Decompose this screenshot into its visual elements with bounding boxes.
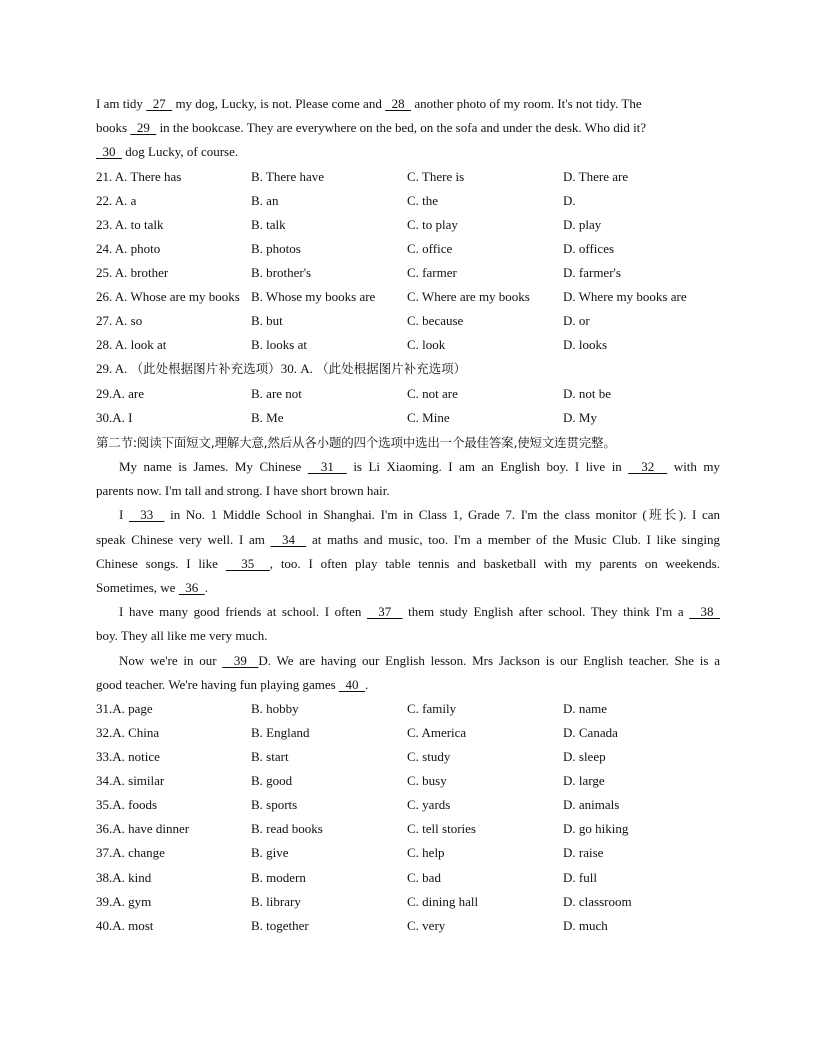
blank-29: 29 xyxy=(130,120,157,136)
option-a[interactable]: 30.A. I xyxy=(96,409,133,425)
text: , too. I often play table tennis and basketball with my parents on weekends. xyxy=(269,555,720,571)
option-c[interactable]: C. to play xyxy=(407,216,458,232)
option-b[interactable]: B. There have xyxy=(251,168,325,184)
option-b[interactable]: B. library xyxy=(251,893,301,909)
passage-line xyxy=(96,503,720,527)
option-c[interactable]: C. family xyxy=(407,700,457,716)
passage-line xyxy=(96,116,720,140)
question-row xyxy=(96,697,720,721)
blank-33: 33 xyxy=(128,507,165,523)
option-a[interactable]: 24. A. photo xyxy=(96,240,161,256)
blank-30: 30 xyxy=(96,144,122,160)
option-a[interactable]: 23. A. to talk xyxy=(96,216,164,232)
option-c[interactable]: C. not are xyxy=(407,385,458,401)
option-d[interactable]: D. play xyxy=(563,216,602,232)
option-b[interactable]: B. modern xyxy=(251,869,306,885)
option-c[interactable]: C. farmer xyxy=(407,264,457,280)
blank-40: 40 xyxy=(338,676,365,692)
blank-28: 28 xyxy=(385,96,412,111)
option-a[interactable]: 29.A. are xyxy=(96,385,145,401)
option-b[interactable]: B. talk xyxy=(251,216,286,232)
blank-39: 39 xyxy=(222,652,259,668)
option-c[interactable]: C. There is xyxy=(407,168,465,184)
option-b[interactable]: B. good xyxy=(251,773,293,789)
option-b[interactable]: B. hobby xyxy=(251,700,299,716)
text: （此处根据图片补充选项） xyxy=(316,361,467,377)
text: . xyxy=(364,676,369,692)
text: in No. 1 Middle School in Shanghai. I'm in Class 1, Grade 7. I'm the class monitor ( xyxy=(164,507,647,523)
question-row xyxy=(96,793,720,817)
option-a[interactable]: 40.A. most xyxy=(96,917,154,933)
option-a[interactable]: 35.A. foods xyxy=(96,797,158,813)
text: my dog, Lucky, is not. Please come and xyxy=(172,96,386,111)
passage-1 xyxy=(96,92,720,165)
passage-line xyxy=(96,600,720,624)
passage-line xyxy=(96,528,720,552)
option-d[interactable]: D. Where my books are xyxy=(563,289,687,305)
option-a[interactable]: 28. A. look at xyxy=(96,337,167,353)
blank-32: 32 xyxy=(628,459,668,474)
question-row xyxy=(96,914,720,938)
text: dog Lucky, of course. xyxy=(122,144,239,160)
option-a[interactable]: 37.A. change xyxy=(96,845,165,861)
text: another photo of my room. It's not tidy. The xyxy=(411,96,642,111)
passage-line xyxy=(96,649,720,673)
option-c[interactable]: C. dining hall xyxy=(407,893,479,909)
option-d[interactable]: D. not be xyxy=(563,385,612,401)
question-row xyxy=(96,745,720,769)
option-a[interactable]: 36.A. have dinner xyxy=(96,821,190,837)
question-list-31-40 xyxy=(96,697,720,938)
option-b[interactable]: B. Whose my books are xyxy=(251,289,376,305)
option-a[interactable]: 38.A. kind xyxy=(96,869,152,885)
text: Now we're in our xyxy=(119,652,223,668)
option-d[interactable]: D. My xyxy=(563,409,597,425)
question-row xyxy=(96,890,720,914)
option-b[interactable]: B. brother's xyxy=(251,264,312,280)
option-a[interactable]: 22. A. a xyxy=(96,192,137,208)
option-c[interactable]: C. help xyxy=(407,845,445,861)
option-a[interactable]: 26. A. Whose are my books xyxy=(96,289,240,305)
option-a[interactable]: 31.A. page xyxy=(96,700,153,716)
option-b[interactable]: B. England xyxy=(251,724,310,740)
blank-35: 35 xyxy=(225,555,270,571)
option-a[interactable]: 25. A. brother xyxy=(96,264,169,280)
option-c[interactable]: C. look xyxy=(407,337,446,353)
option-b[interactable]: B. but xyxy=(251,313,283,329)
option-b[interactable]: B. an xyxy=(251,192,279,208)
option-a[interactable]: 21. A. There has xyxy=(96,168,182,184)
text: Chinese songs. I like xyxy=(96,555,226,571)
option-d[interactable]: D. large xyxy=(563,773,605,789)
question-row xyxy=(96,817,720,841)
exam-page xyxy=(96,92,720,938)
question-row xyxy=(96,406,720,430)
blank-34: 34 xyxy=(270,531,307,547)
blank-27: 27 xyxy=(146,96,173,111)
question-row xyxy=(96,769,720,793)
option-b[interactable]: B. read books xyxy=(251,821,323,837)
text: good teacher. We're having fun playing games xyxy=(96,676,339,692)
text: is Li Xiaoming. I am an English boy. I live in xyxy=(346,459,629,474)
question-row xyxy=(96,382,720,406)
option-d[interactable]: D. much xyxy=(563,917,608,933)
text: speak Chinese very well. I am xyxy=(96,531,271,547)
passage-line: parents now. I'm tall and strong. I have short brown hair. xyxy=(96,483,390,499)
option-c[interactable]: C. America xyxy=(407,724,467,740)
option-d[interactable]: D. xyxy=(563,192,576,208)
option-b[interactable]: B. together xyxy=(251,917,309,933)
option-b[interactable]: B. start xyxy=(251,749,289,765)
option-a[interactable]: 34.A. similar xyxy=(96,773,165,789)
option-c[interactable]: C. the xyxy=(407,192,439,208)
option-b[interactable]: B. photos xyxy=(251,240,301,256)
text: them study English after school. They think I'm a xyxy=(402,604,690,620)
question-row xyxy=(96,165,720,189)
question-list-21-28 xyxy=(96,165,720,358)
question-row xyxy=(96,309,720,333)
note-29-30 xyxy=(96,357,720,382)
passage-line xyxy=(96,455,720,479)
text: at maths and music, too. I'm a member of the Music Club. I like singing xyxy=(306,531,720,547)
question-row xyxy=(96,213,720,237)
option-d[interactable]: D. classroom xyxy=(563,893,632,909)
section-2-title: 第二节:阅读下面短文,理解大意,然后从各小题的四个选项中选出一个最佳答案,使短文连贯完整。 xyxy=(96,435,616,450)
passage-2 xyxy=(96,455,720,697)
text: Sometimes, we xyxy=(96,579,179,595)
question-row xyxy=(96,261,720,285)
blank-37: 37 xyxy=(367,604,403,620)
option-d[interactable]: D. or xyxy=(563,313,590,329)
option-d[interactable]: D. offices xyxy=(563,240,615,256)
text: I have many good friends at school. I often xyxy=(119,604,367,620)
text: （此处根据图片补充选项） xyxy=(130,361,281,377)
option-b[interactable]: B. sports xyxy=(251,797,298,813)
option-c[interactable]: C. bad xyxy=(407,869,441,885)
option-d[interactable]: D. sleep xyxy=(563,749,606,765)
option-c[interactable]: C. yards xyxy=(407,797,451,813)
question-row xyxy=(96,866,720,890)
text: My name is James. My Chinese xyxy=(119,459,308,474)
option-b[interactable]: B. Me xyxy=(251,409,284,425)
option-d[interactable]: D. looks xyxy=(563,337,608,353)
text: 29. A. xyxy=(96,361,131,377)
option-c[interactable]: C. office xyxy=(407,240,453,256)
text: ). I can xyxy=(678,507,720,523)
option-d[interactable]: D. animals xyxy=(563,797,620,813)
option-d[interactable]: D. There are xyxy=(563,168,629,184)
option-b[interactable]: B. give xyxy=(251,845,289,861)
text: D. We are having our English lesson. Mrs Jackson is our English teacher. She is a xyxy=(258,652,720,668)
text: I xyxy=(119,507,129,523)
option-c[interactable]: C. Mine xyxy=(407,409,450,425)
text: 30. A. xyxy=(280,361,317,377)
option-b[interactable]: B. looks at xyxy=(251,337,307,353)
text: . xyxy=(204,579,208,595)
text: in the bookcase. They are everywhere on the bed, on the sofa and under the desk. Who did it? xyxy=(156,120,647,136)
blank-36: 36 xyxy=(178,579,205,595)
text: with my xyxy=(667,459,720,474)
option-a[interactable]: 39.A. gym xyxy=(96,893,152,909)
option-c[interactable]: C. study xyxy=(407,749,451,765)
option-a[interactable]: 33.A. notice xyxy=(96,749,160,765)
question-row xyxy=(96,721,720,745)
option-c[interactable]: C. Where are my books xyxy=(407,289,530,305)
passage-line xyxy=(96,552,720,576)
option-c[interactable]: C. because xyxy=(407,313,464,329)
text: books xyxy=(96,120,131,136)
option-b[interactable]: B. are not xyxy=(251,385,302,401)
option-c[interactable]: C. very xyxy=(407,917,446,933)
option-c[interactable]: C. busy xyxy=(407,773,447,789)
option-d[interactable]: D. full xyxy=(563,869,597,885)
passage-line xyxy=(96,576,720,600)
question-list-29-30 xyxy=(96,382,720,430)
option-c[interactable]: C. tell stories xyxy=(407,821,476,837)
option-d[interactable]: D. name xyxy=(563,700,608,716)
passage-line xyxy=(96,92,720,116)
option-d[interactable]: D. Canada xyxy=(563,724,618,740)
question-row xyxy=(96,841,720,865)
text: I am tidy xyxy=(96,96,147,111)
question-row xyxy=(96,189,720,213)
option-d[interactable]: D. farmer's xyxy=(563,264,621,280)
question-row xyxy=(96,285,720,309)
option-a[interactable]: 32.A. China xyxy=(96,724,160,740)
option-a[interactable]: 27. A. so xyxy=(96,313,143,329)
blank-38: 38 xyxy=(689,604,720,620)
passage-line xyxy=(96,673,720,697)
blank-31: 31 xyxy=(307,459,347,474)
text: 班长 xyxy=(646,507,679,523)
question-row xyxy=(96,237,720,261)
question-row xyxy=(96,333,720,357)
option-d[interactable]: D. raise xyxy=(563,845,604,861)
passage-line: boy. They all like me very much. xyxy=(96,628,268,644)
passage-line xyxy=(96,140,720,164)
option-d[interactable]: D. go hiking xyxy=(563,821,629,837)
